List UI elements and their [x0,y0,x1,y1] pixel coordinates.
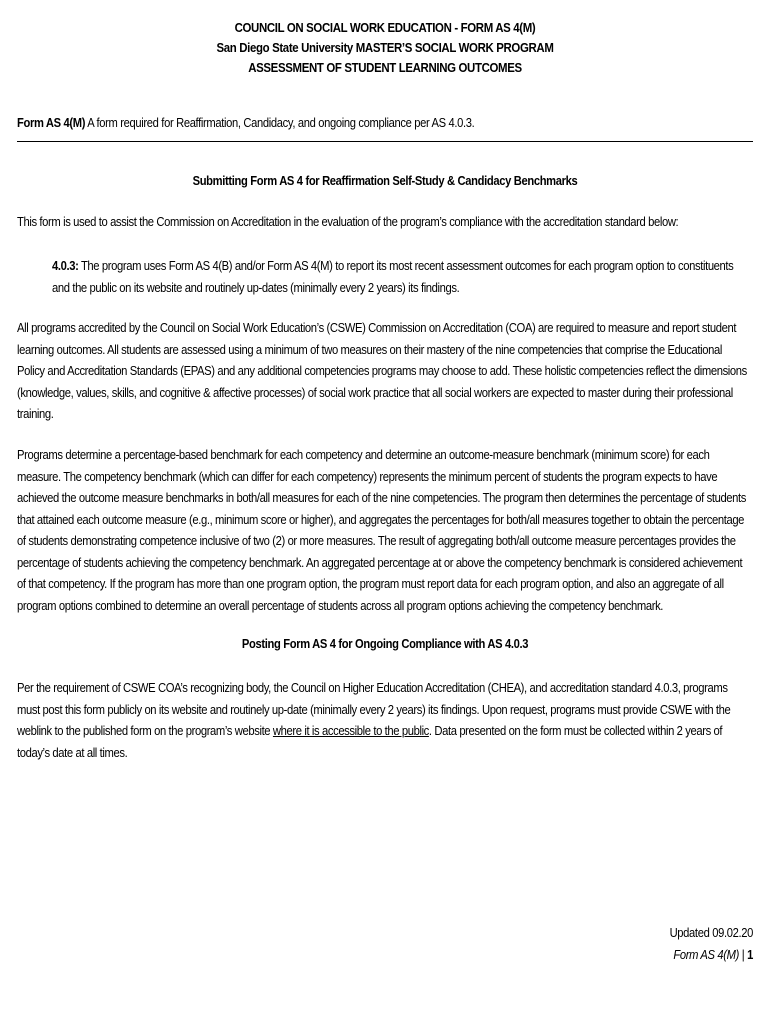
competencies-paragraph: All programs accredited by the Council on Social Work Education’s (CSWE) Commission on Accreditation (COA) are required to measure and report student learning outcomes. All students are assessed using a minimum of two measures on their mastery of the nine competencies that comprise the Educational Policy and Accreditation Standards (EPAS) and any additional competencies programs may choose to add. These holistic competencies reflect the dimensions (knowledge, values, skills, and cognitive & affective processes) of social work practice that all social workers are expected to master during their professional training. [17,320,747,421]
footer-form-label: Form AS 4(M) [673,947,740,962]
footer-separator: | [739,947,748,962]
section-title-submitting: Submitting Form AS 4 for Reaffirmation Self-Study & Candidacy Benchmarks [192,173,578,188]
posting-text-after: . Data presented on the form must be collected within 2 years of today’s date at all times. [17,723,723,760]
document-header [46,18,724,78]
intro-paragraph: This form is used to assist the Commission on Accreditation in the evaluation of the program’s compliance with the accreditation standard below: [17,214,679,229]
form-label: Form AS 4(M) [17,115,86,130]
standard-text: The program uses Form AS 4(B) and/or Form AS 4(M) to report its most recent assessment outcomes for each program option to constituents and the public on its website and routinely up-dates (minimally every 2 years) its findings. [52,258,734,295]
page-footer [670,922,753,966]
page-number: 1 [747,947,753,962]
form-description [17,114,671,132]
header-line-3: ASSESSMENT OF STUDENT LEARNING OUTCOMES [248,60,522,75]
public-access-link[interactable]: where it is accessible to the public [272,723,429,738]
benchmark-paragraph: Programs determine a percentage-based benchmark for each competency and determine an outcome-measure benchmark (minimum score) for each measure. The competency benchmark (which can differ for each competency) represents the minimum percent of students the program expects to have achieved the outcome measure benchmarks in both/all measures for each of the nine competencies. The program then determines the percentage of students that attained each outcome measure (e.g., minimum score or higher), and aggregates the percentages for both/all measures together to obtain the percentage of students demonstrating competence inclusive of two (2) or more measures. The result of aggregating both/all outcome measure percentages provides the percentage of students achieving the competency benchmark. An aggregated percentage at or above the competency benchmark is considered achievement of that competency. If the program has more than one program option, the program must report data for each program option, and also an aggregate of all program options combined to determine an overall percentage of students across all program options achieving the competency benchmark. [17,447,747,613]
posting-text-before: Per the requirement of CSWE COA’s recognizing body, the Council on Higher Education Accreditation (CHEA), and accreditation standard 4.0.3, programs must post this form publicly on its website and routinely up-date (minimally every 2 years) its findings. Upon request, programs must provide CSWE with the weblink to the published form on the program’s website [17,680,731,738]
form-description-text: A form required for Reaffirmation, Candidacy, and ongoing compliance per AS 4.0.3. [85,115,475,130]
header-line-2: San Diego State University MASTER’S SOCIAL WORK PROGRAM [216,40,554,55]
standard-paragraph [52,255,753,298]
updated-date: Updated 09.02.20 [669,925,753,940]
section-title-posting: Posting Form AS 4 for Ongoing Compliance with AS 4.0.3 [241,636,529,651]
horizontal-rule [17,141,753,142]
posting-paragraph [17,677,752,763]
footer-page-info [670,944,753,966]
header-line-1: COUNCIL ON SOCIAL WORK EDUCATION - FORM AS 4(M) [234,20,536,35]
standard-label: 4.0.3: [52,258,79,273]
